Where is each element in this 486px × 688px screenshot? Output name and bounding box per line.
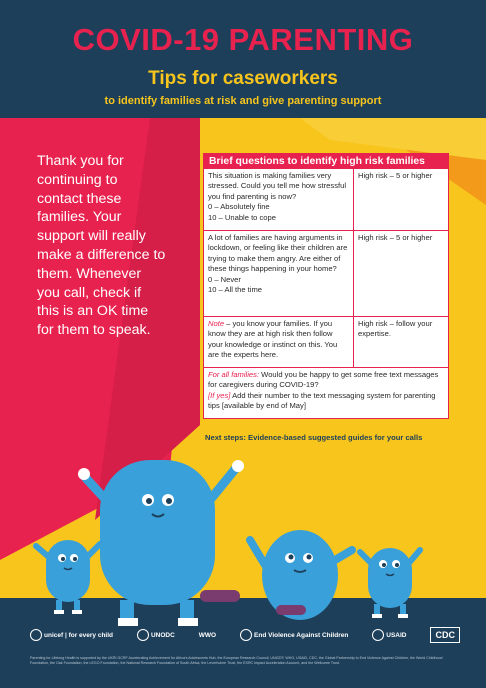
table-footer [204, 367, 448, 418]
scale-low: 0 – Absolutely fine [208, 202, 270, 212]
page-title: COVID-19 PARENTING [72, 22, 414, 57]
question-text: This situation is making families very stressed. Could you tell me how stressful you find parenting is now? [208, 171, 347, 201]
question-text: – you know your families. If you know they are at high risk then follow your knowledge or instinct on this. You are the experts here. [208, 319, 338, 360]
question-cell [204, 231, 354, 316]
risk-cell: High risk – follow your expertise. [358, 319, 433, 339]
logo-wwo: WWO [198, 631, 217, 639]
question-text: A lot of families are having arguments in lockdown, or feeling like their children are trying to make them angry. Are either of these things happening in your home? [208, 233, 348, 274]
logo-unicef: unicef | for every child [30, 629, 113, 641]
logo-cdc: CDC [430, 627, 460, 643]
subtitle-secondary: to identify families at risk and give parenting support [104, 95, 382, 107]
mascot-large [78, 460, 244, 626]
header [0, 0, 486, 118]
next-steps: Next steps: Evidence-based suggested guides for your calls [205, 433, 423, 442]
table-row [204, 230, 448, 316]
mascot-medium [250, 530, 352, 620]
partner-logos [30, 622, 460, 648]
question-cell [204, 169, 354, 230]
logo-end-violence: End Violence Against Children [240, 629, 348, 641]
mascot-illustration [0, 440, 486, 640]
mascot-right [360, 548, 420, 618]
thank-you-message: Thank you for continuing to contact these families. Your support will really make a difference to them. Whenever you call, check if this is an OK time for them to speak. [37, 153, 166, 339]
scale-high: 10 – Unable to cope [208, 212, 276, 222]
table-row [204, 168, 448, 230]
risk-cell: High risk – 5 or higher [358, 233, 433, 242]
if-yes-text: Add their number to the text messaging system for parenting tips [available by end of May] [208, 390, 436, 411]
scale-low: 0 – Never [208, 274, 241, 284]
question-cell [204, 317, 354, 367]
risk-cell: High risk – 5 or higher [358, 171, 433, 180]
table-row [204, 316, 448, 367]
mascot-small-left [36, 540, 100, 614]
risk-questions-table [203, 153, 449, 419]
all-families-label: For all families: [208, 370, 260, 379]
table-heading: Brief questions to identify high risk families [204, 154, 448, 168]
logo-usaid: USAID [372, 629, 406, 641]
scale-high: 10 – All the time [208, 285, 263, 295]
all-families-text: Would you be happy to get some free text messages for caregivers during COVID-19? [208, 370, 439, 390]
if-yes-label: [If yes] [208, 390, 231, 400]
logo-unodc: UNODC [137, 629, 175, 641]
subtitle: Tips for caseworkers [148, 68, 338, 89]
funding-fine-print: Parenting for Lifelong Health is supported by the UKRI GCRF Accelerating Achievement for Africa's Adolescents Hub, the European Research Council, UNICEF, WHO, USAID, CDC, the Global Partnership to End Violence Against Children, the World Childhood Foundation, the Oak Foundation, the LEGO Foundation, the National Research Foundation of South Africa, the Leverhulme Trust, the ESRC Impact Acceleration Account, and the Wellcome Trust. [30, 656, 443, 666]
note-label: Note [208, 319, 225, 328]
